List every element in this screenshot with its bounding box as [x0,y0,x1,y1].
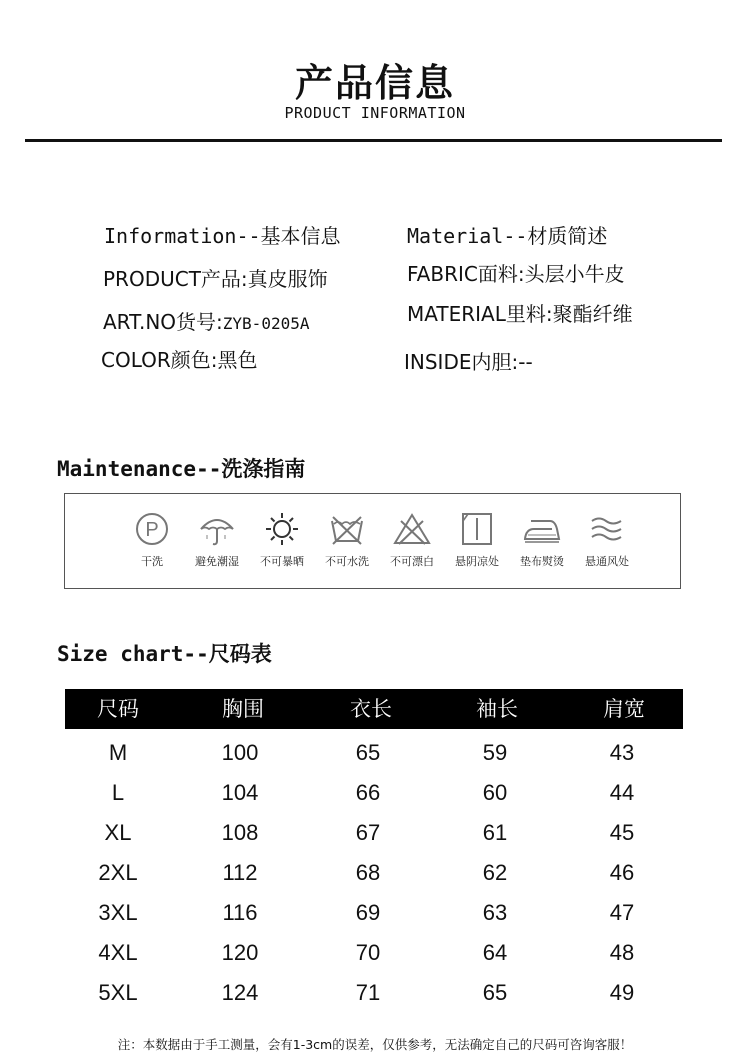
cell-length: 70 [355,940,381,965]
cell-length: 69 [355,900,381,925]
cell-sleeve: 64 [482,940,508,965]
title-divider [25,139,722,142]
info-art-no: ART.NO货号:ZYB-0205A [103,310,310,334]
cell-size: XL [104,820,132,845]
cell-shoulder: 49 [609,980,635,1005]
cell-sleeve: 61 [482,820,508,845]
cell-shoulder: 45 [609,820,635,845]
cell-shoulder: 44 [609,780,635,805]
info-fabric: FABRIC面料:头层小牛皮 [407,262,625,286]
info-heading-left: Information--基本信息 [104,224,341,248]
size-chart-title: Size chart--尺码表 [57,642,272,666]
cell-chest: 108 [221,820,259,845]
cell-sleeve: 62 [482,860,508,885]
care-instructions-box [64,493,681,589]
cell-chest: 124 [221,980,259,1005]
column-header-chest: 胸围 [222,697,264,721]
care-item: 垫布熨烫 [509,511,575,569]
cell-chest: 116 [222,900,258,925]
column-header-sleeve: 袖长 [476,697,518,721]
cell-size: M [108,740,128,765]
info-material: MATERIAL里料:聚酯纤维 [407,302,633,326]
cell-length: 67 [355,820,381,845]
cell-chest: 104 [221,780,259,805]
care-item: 不可漂白 [379,511,445,569]
column-header-shoulder: 肩宽 [603,697,645,721]
info-heading-right: Material--材质简述 [407,224,608,248]
cell-chest: 120 [221,940,259,965]
care-item: 不可水洗 [314,511,380,569]
no-bleach-icon [392,511,432,547]
ventilation-icon [587,511,627,547]
cell-length: 66 [355,780,381,805]
cell-sleeve: 59 [482,740,508,765]
cell-shoulder: 47 [609,900,635,925]
cell-size: 2XL [98,860,138,885]
cell-chest: 100 [221,740,259,765]
info-inside: INSIDE内胆:-- [404,350,533,374]
measurement-note: 注：本数据由于手工测量，会有1-3cm的误差，仅供参考，无法确定自己的尺码可咨询客服！ [117,1037,633,1052]
cell-size: L [111,780,125,805]
sun-icon [262,511,302,547]
cell-shoulder: 43 [609,740,635,765]
column-header-length: 衣长 [350,697,392,721]
cell-sleeve: 60 [482,780,508,805]
dry-clean-icon [132,511,172,547]
no-wash-icon [327,511,367,547]
size-table-header [65,689,683,729]
page-title: 产品信息 [294,61,455,105]
maintenance-title: Maintenance--洗涤指南 [57,457,306,481]
cell-size: 3XL [98,900,138,925]
cell-length: 71 [355,980,381,1005]
cell-length: 65 [355,740,381,765]
page-subtitle: PRODUCT INFORMATION [284,104,466,122]
shade-dry-icon [457,511,497,547]
cell-chest: 112 [222,860,258,885]
cell-shoulder: 46 [609,860,635,885]
care-item: 不可暴晒 [249,511,315,569]
care-item: 悬阴凉处 [444,511,510,569]
care-item: 避免潮湿 [184,511,250,569]
cell-sleeve: 63 [482,900,508,925]
svg-text:P: P [145,519,159,541]
info-color: COLOR颜色:黑色 [101,348,258,372]
iron-icon [522,511,562,547]
cell-size: 5XL [98,980,138,1005]
cell-shoulder: 48 [609,940,635,965]
cell-size: 4XL [98,940,138,965]
cell-sleeve: 65 [482,980,508,1005]
cell-length: 68 [355,860,381,885]
care-item: P 干洗 [119,511,185,569]
care-item: 悬通风处 [574,511,640,569]
umbrella-icon [197,511,237,547]
column-header-size: 尺码 [97,697,139,721]
info-product: PRODUCT产品:真皮服饰 [103,267,328,291]
